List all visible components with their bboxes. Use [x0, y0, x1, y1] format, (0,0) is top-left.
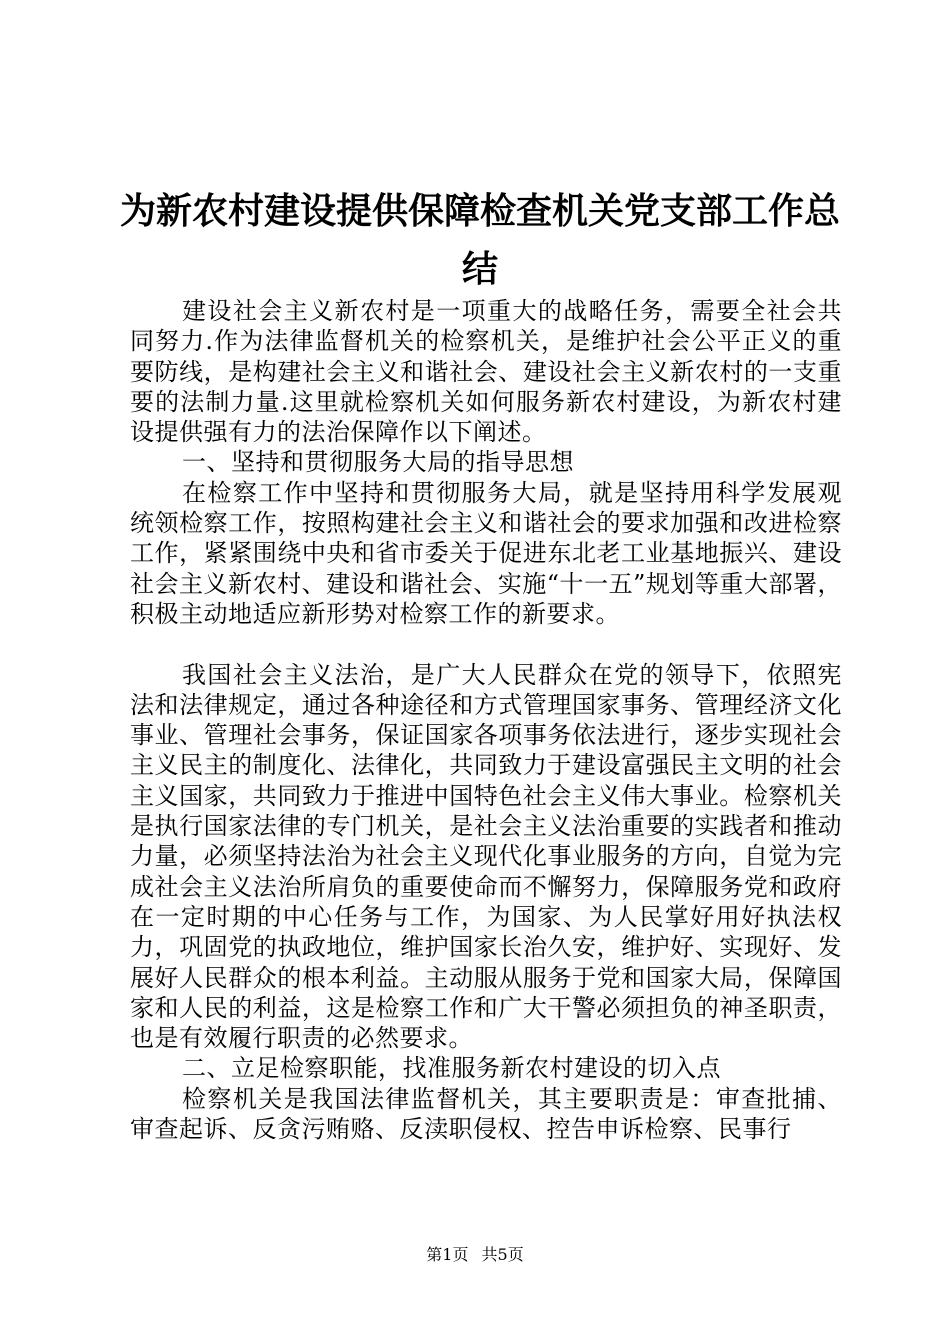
paragraph-rule-of-law: 我国社会主义法治，是广大人民群众在党的领导下，依照宪法和法律规定，通过各种途径和方式管理国家事务、管理经济文化事业、管理社会事务，保证国家各项事务依法进行，逐步实现社会主义民主的制度化、法律化，共同致力于建设富强民主文明的社会主义国家，共同致力于推进中国特色社会主义伟大事业。检察机关是执行国家法律的专门机关，是社会主义法治重要的实践者和推动力量，必须坚持法治为社会主义现代化事业服务的方向，自觉为完成社会主义法治所肩负的重要使命而不懈努力，保障服务党和政府在一定时期的中心任务与工作，为国家、为人民掌好用好执法权力，巩固党的执政地位，维护国家长治久安，维护好、实现好、发展好人民群众的根本利益。主动服从服务于党和国家大局，保障国家和人民的利益，这是检察工作和广大干警必须担负的神圣职责，也是有效履行职责的必然要求。	[130, 660, 842, 1053]
paragraph-spacer	[130, 629, 842, 659]
paragraph-section1: 在检察工作中坚持和贯彻服务大局，就是坚持用科学发展观统领检察工作，按照构建社会主义和谐社会的要求加强和改进检察工作，紧紧围绕中央和省市委关于促进东北老工业基地振兴、建设社会主义新农村、建设和谐社会、实施“十一五”规划等重大部署，积极主动地适应新形势对检察工作的新要求。	[130, 478, 842, 628]
document-body	[130, 296, 842, 1144]
paragraph-section2: 检察机关是我国法律监督机关，其主要职责是：审查批捕、审查起诉、反贪污贿赂、反渎职侵权、控告申诉检察、民事行	[130, 1084, 842, 1144]
document-title-line2: 结	[461, 249, 498, 290]
section-heading-1: 一、坚持和贯彻服务大局的指导思想	[182, 448, 574, 477]
page-total: 共5页	[481, 1245, 524, 1264]
page-number: 第1页	[426, 1245, 469, 1264]
paragraph-intro: 建设社会主义新农村是一项重大的战略任务，需要全社会共同努力.作为法律监督机关的检察机关，是维护社会公平正义的重要防线，是构建社会主义和谐社会、建设社会主义新农村的一支重要的法制力量.这里就检察机关如何服务新农村建设，为新农村建设提供强有力的法治保障作以下阐述。	[130, 297, 842, 447]
page-footer	[0, 1242, 950, 1265]
section-heading-2: 二、立足检察职能，找准服务新农村建设的切入点	[182, 1054, 721, 1083]
document-title-line1: 为新农村建设提供保障检查机关党支部工作总	[120, 191, 841, 232]
